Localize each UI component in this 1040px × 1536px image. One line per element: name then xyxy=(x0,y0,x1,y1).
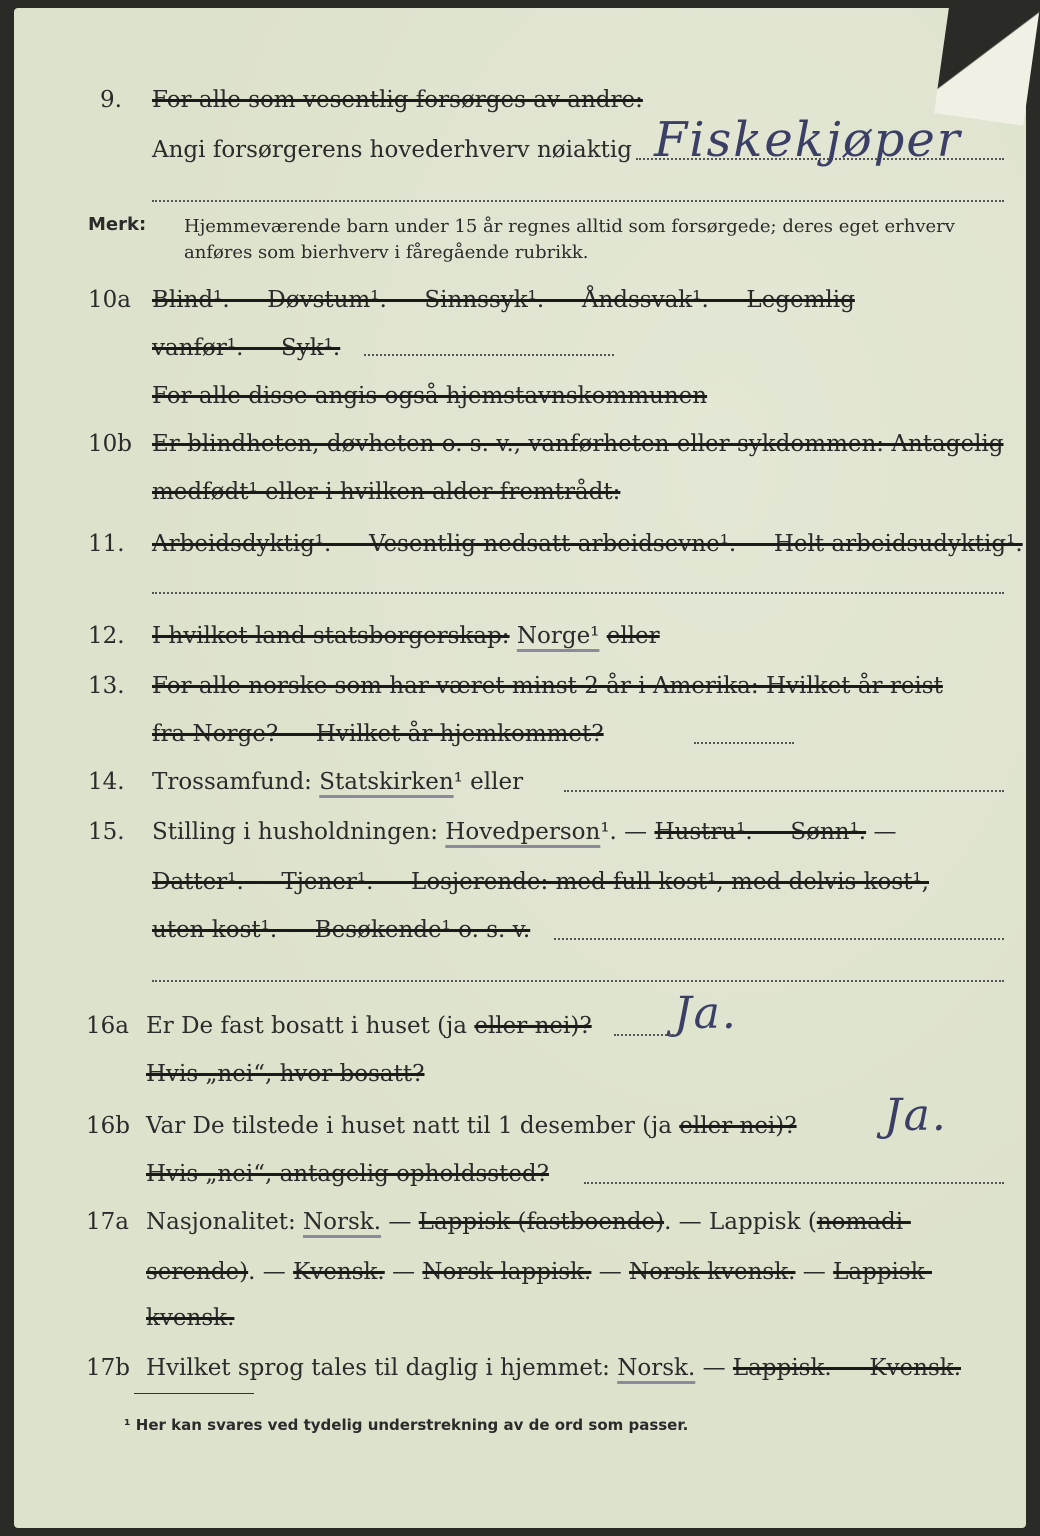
item-text: ¹ eller xyxy=(453,769,524,795)
item-number: 13. xyxy=(88,673,125,699)
item-text: eller xyxy=(606,623,660,649)
note xyxy=(88,212,146,238)
answer-line xyxy=(152,980,1004,982)
item-text: — xyxy=(702,1355,726,1381)
item-text: . — Lappisk ( xyxy=(664,1209,817,1235)
item-text: Er De fast bosatt i huset (ja xyxy=(146,1013,468,1039)
item-text: Hvilket sprog tales til daglig i hjemmet: xyxy=(146,1355,610,1381)
item-text: Er blindheten, døvheten o. s. v., vanførheten eller sykdommen: Antagelig xyxy=(152,431,1004,457)
item-text: medfødt¹ eller i hvilken alder fremtrådt: xyxy=(152,479,621,505)
item-text: Norsk-lappisk. xyxy=(422,1259,592,1285)
selected-option: Statskirken xyxy=(319,769,454,795)
answer-line xyxy=(584,1182,1004,1184)
item-text: Kvensk. xyxy=(293,1259,385,1285)
item-text: Lappisk- xyxy=(833,1259,933,1285)
item-text: — xyxy=(598,1259,622,1285)
item-text: Hvis „nei“, antagelig opholdssted? xyxy=(146,1161,549,1187)
item-text: . — xyxy=(248,1259,286,1285)
item-number: 12. xyxy=(88,623,125,649)
footnote: ¹ Her kan svares ved tydelig understrekning av de ord som passer. xyxy=(124,1416,689,1434)
item-text: Stilling i husholdningen: xyxy=(152,819,438,845)
item-text: For alle som vesentlig forsørges av andre: xyxy=(152,87,643,113)
selected-option: Norsk. xyxy=(617,1355,696,1381)
selected-option: Hovedperson xyxy=(445,819,601,845)
item-text: Lappisk. — Kvensk. xyxy=(732,1355,962,1381)
item-text: Norsk-kvensk. xyxy=(629,1259,796,1285)
item-number: 16a xyxy=(86,1013,129,1039)
item-text: ¹. — xyxy=(600,819,648,845)
item-number: 10b xyxy=(88,431,132,457)
note-line2 xyxy=(184,240,589,266)
folded-corner xyxy=(934,0,1040,126)
item-text: fra Norge? — Hvilket år hjemkommet? xyxy=(152,721,604,747)
item-text: — xyxy=(873,819,897,845)
answer-line xyxy=(364,354,614,356)
item-text: For alle norske som har været minst 2 år i Amerika: Hvilket år reist xyxy=(152,673,943,699)
census-form-page xyxy=(14,8,1026,1528)
item-text: — xyxy=(802,1259,826,1285)
item-text: For alle disse angis også hjemstavnskommunen xyxy=(152,383,708,409)
answer-line xyxy=(152,200,1004,202)
item-text: Nasjonalitet: xyxy=(146,1209,296,1235)
item-text: Hustru¹. — Sønn¹. xyxy=(654,819,867,845)
answer-line xyxy=(614,1034,674,1036)
handwritten-answer: Ja. xyxy=(884,1090,948,1141)
item-number: 10a xyxy=(88,287,131,313)
selected-option: Norsk. xyxy=(303,1209,382,1235)
item-text: eller nei)? xyxy=(679,1113,797,1139)
item-number: 9. xyxy=(100,87,122,113)
answer-line xyxy=(554,938,1004,940)
note-label: Merk: xyxy=(88,214,147,235)
handwritten-answer: Fiskekjøper xyxy=(654,112,962,168)
handwritten-answer: Ja. xyxy=(674,988,738,1039)
item-text: Angi forsørgerens hovederhverv nøiaktig xyxy=(152,137,632,163)
item-number: 17a xyxy=(86,1209,129,1235)
item-number: 11. xyxy=(88,531,125,557)
answer-line xyxy=(564,790,1004,792)
item-text: Datter¹. — Tjener¹. — Losjerende: med full kost¹, med delvis kost¹, xyxy=(152,869,929,895)
note-text: Hjemmeværende barn under 15 år regnes alltid som forsørgede; deres eget erhverv xyxy=(184,216,955,237)
item-number: 17b xyxy=(86,1355,130,1381)
item-text: vanfør¹. — Syk¹. xyxy=(152,335,341,361)
item-text: uten kost¹. — Besøkende¹ o. s. v. xyxy=(152,917,531,943)
footnote-rule xyxy=(134,1393,254,1394)
item-text: I hvilket land statsborgerskap: xyxy=(152,623,510,649)
note-line1 xyxy=(184,214,955,240)
item-text: eller nei)? xyxy=(474,1013,592,1039)
item-text: — xyxy=(392,1259,416,1285)
item-text: Lappisk (fastboende) xyxy=(418,1209,665,1235)
note-text: anføres som bierhverv i fåregående rubrikk. xyxy=(184,242,589,263)
item-text: kvensk. xyxy=(146,1305,235,1331)
answer-line xyxy=(694,742,794,744)
item-text: Blind¹. — Døvstum¹. — Sinnssyk¹. — Åndssvak¹. — Legemlig xyxy=(152,287,855,313)
item-number: 16b xyxy=(86,1113,130,1139)
item-text: Hvis „nei“, hvor bosatt? xyxy=(146,1061,425,1087)
item-number: 15. xyxy=(88,819,125,845)
item-text: — xyxy=(388,1209,412,1235)
item-text: Arbeidsdyktig¹. — Vesentlig nedsatt arbeidsevne¹. — Helt arbeidsudyktig¹. xyxy=(152,531,1023,557)
item-text: serende) xyxy=(146,1259,249,1285)
item-text: nomadi- xyxy=(816,1209,911,1235)
item-text: Var De tilstede i huset natt til 1 desember (ja xyxy=(146,1113,672,1139)
selected-option: Norge¹ xyxy=(516,623,600,649)
item-text: Trossamfund: xyxy=(152,769,312,795)
item-number: 14. xyxy=(88,769,125,795)
answer-line xyxy=(152,592,1004,594)
